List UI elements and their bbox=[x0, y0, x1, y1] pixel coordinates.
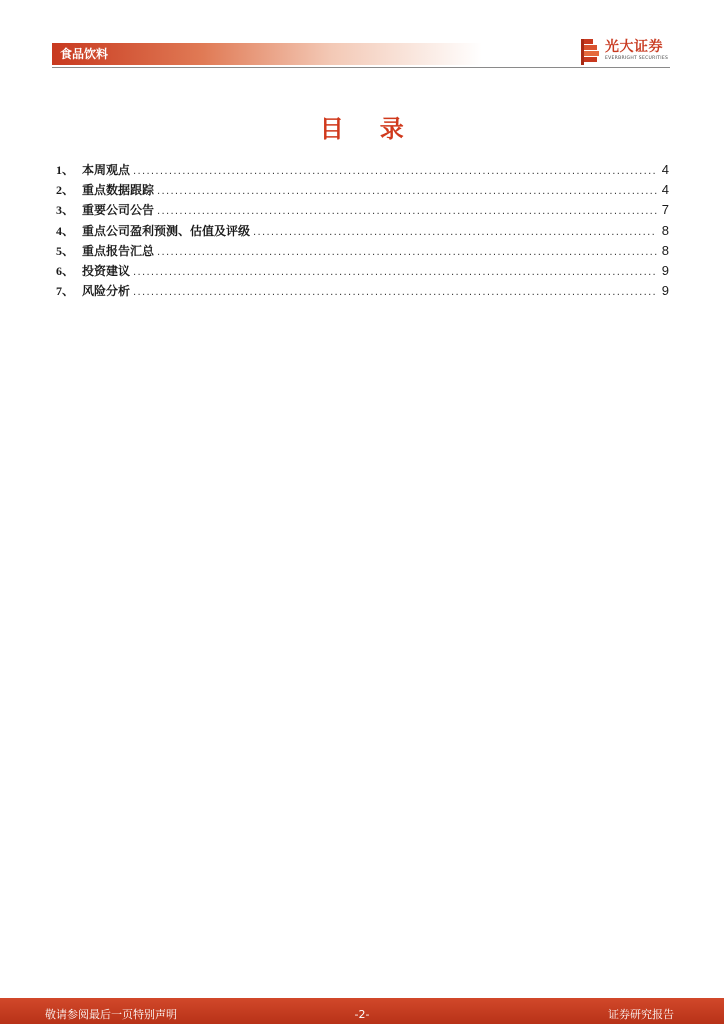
logo-subtitle: EVERBRIGHT SECURITIES bbox=[605, 56, 669, 61]
toc-entry-number: 4、 bbox=[56, 223, 75, 238]
toc-list bbox=[56, 160, 669, 301]
footer-disclaimer-note: 敬请参阅最后一页特别声明 bbox=[45, 1008, 177, 1021]
footer-report-type: 证券研究报告 bbox=[608, 1008, 674, 1021]
toc-entry-3[interactable] bbox=[56, 200, 669, 220]
header-rule bbox=[52, 67, 670, 68]
footer-page-number: -2- bbox=[354, 1008, 370, 1021]
header-band bbox=[52, 43, 482, 65]
toc-entry-label: 本周观点 bbox=[82, 163, 131, 177]
everbright-logo bbox=[580, 37, 674, 67]
header-category: 食品饮料 bbox=[60, 47, 109, 61]
toc-entry-label: 重点公司盈利预测、估值及评级 bbox=[82, 223, 251, 238]
toc-entry-number: 2、 bbox=[56, 183, 75, 198]
toc-entry-number: 1、 bbox=[56, 163, 75, 177]
toc-entry-number: 6、 bbox=[56, 263, 75, 278]
toc-dot-leader bbox=[157, 243, 657, 263]
toc-entry-label: 投资建议 bbox=[82, 263, 131, 278]
toc-entry-page: 9 bbox=[661, 283, 669, 299]
toc-dot-leader bbox=[133, 263, 657, 283]
toc-entry-number: 7、 bbox=[56, 284, 75, 299]
toc-entry-page: 9 bbox=[661, 262, 669, 278]
toc-entry-page: 4 bbox=[661, 182, 669, 198]
toc-entry-number: 5、 bbox=[56, 243, 75, 258]
toc-entry-5[interactable] bbox=[56, 241, 669, 261]
toc-dot-leader bbox=[157, 202, 657, 222]
toc-entry-2[interactable] bbox=[56, 180, 669, 200]
toc-entry-7[interactable] bbox=[56, 281, 669, 301]
toc-entry-1[interactable] bbox=[56, 160, 669, 180]
toc-entry-page: 8 bbox=[661, 242, 669, 258]
toc-dot-leader bbox=[253, 223, 657, 243]
toc-entry-6[interactable] bbox=[56, 261, 669, 281]
logo-name: 光大证券 bbox=[605, 39, 663, 55]
toc-entry-page: 4 bbox=[661, 162, 669, 177]
everbright-logo-icon bbox=[580, 39, 600, 65]
toc-entry-label: 风险分析 bbox=[82, 284, 131, 299]
toc-dot-leader bbox=[157, 182, 657, 202]
toc-entry-number: 3、 bbox=[56, 203, 75, 218]
toc-dot-leader bbox=[133, 162, 657, 182]
toc-entry-page: 7 bbox=[661, 202, 669, 218]
toc-entry-4[interactable] bbox=[56, 221, 669, 241]
toc-title: 目 录 bbox=[319, 115, 405, 143]
toc-dot-leader bbox=[133, 283, 657, 303]
toc-entry-page: 8 bbox=[661, 222, 669, 238]
toc-entry-label: 重点数据跟踪 bbox=[82, 183, 155, 198]
toc-entry-label: 重点报告汇总 bbox=[82, 243, 155, 258]
toc-entry-label: 重要公司公告 bbox=[82, 203, 155, 218]
